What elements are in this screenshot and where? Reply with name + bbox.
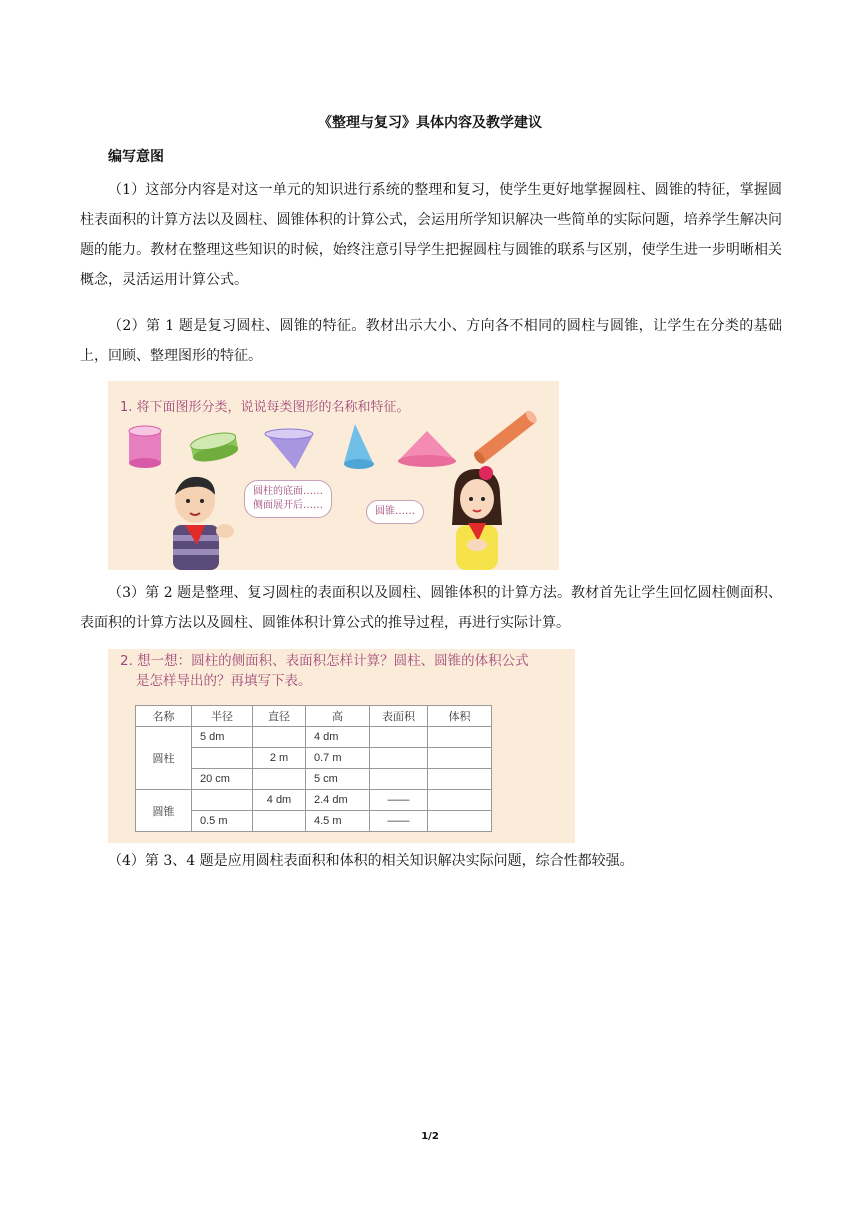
header-radius: 半径 [192, 706, 253, 727]
table-header-row [136, 706, 492, 727]
table-cell: 0.7 m [306, 748, 370, 769]
document-title: 《整理与复习》具体内容及教学建议 [318, 115, 542, 131]
table-cell [428, 748, 492, 769]
boy-speech-line2: 侧面展开后…… [253, 500, 323, 511]
girl-speech-bubble [366, 500, 424, 524]
boy-illustration [163, 473, 243, 570]
table-cell: 0.5 m [192, 811, 253, 832]
table-cell [370, 748, 428, 769]
flat-cylinder-icon [188, 431, 244, 469]
section-heading: 编写意图 [108, 149, 164, 165]
page-number: 1/2 [421, 1131, 439, 1142]
header-surface-area: 表面积 [370, 706, 428, 727]
table-cell: 2.4 dm [306, 790, 370, 811]
table-cell [192, 748, 253, 769]
table-cell: 4 dm [253, 790, 306, 811]
cone-icon [341, 421, 381, 473]
cylinder-icon [126, 425, 166, 471]
header-diameter: 直径 [253, 706, 306, 727]
table-cell [253, 769, 306, 790]
girl-illustration [442, 465, 512, 570]
inverted-cone-icon [261, 425, 317, 473]
wide-cone-icon [396, 429, 458, 469]
paragraph-3: （3）第 2 题是整理、复习圆柱的表面积以及圆柱、圆锥体积的计算方法。教材首先让学生回忆圆柱侧面积、表面积的计算方法以及圆柱、圆锥体积计算公式的推导过程，再进行实际计算。 [80, 585, 782, 631]
table-row [136, 727, 492, 748]
header-name: 名称 [136, 706, 192, 727]
header-volume: 体积 [428, 706, 492, 727]
table-cell [370, 769, 428, 790]
figure2-question [120, 651, 570, 691]
table-cell [370, 727, 428, 748]
table-cell [428, 727, 492, 748]
table-cell [428, 811, 492, 832]
table-cell [253, 727, 306, 748]
formula-table [135, 705, 492, 832]
header-height: 高 [306, 706, 370, 727]
paragraph-2: （2）第 1 题是复习圆柱、圆锥的特征。教材出示大小、方向各不相同的圆柱与圆锥，让学生在分类的基础上，回顾、整理图形的特征。 [80, 318, 782, 364]
cone-label: 圆锥 [136, 790, 192, 832]
table-cell [192, 790, 253, 811]
boy-speech-line1: 圆柱的底面…… [253, 486, 323, 497]
table-cell: 5 dm [192, 727, 253, 748]
girl-speech-text: 圆锥…… [375, 506, 415, 517]
paragraph-1: （1）这部分内容是对这一单元的知识进行系统的整理和复习，使学生更好地掌握圆柱、圆锥的特征，掌握圆柱表面积的计算方法以及圆柱、圆锥体积的计算公式，会运用所学知识解决一些简单的实际问题，培养学生解决问题的能力。教材在整理这些知识的时候，始终注意引导学生把握圆柱与圆锥的联系与区别，使学生进一步明晰相关概念，灵活运用计算公式。 [80, 182, 782, 288]
table-cell: —— [370, 811, 428, 832]
table-cell [253, 811, 306, 832]
paragraph-4: （4）第 3、4 题是应用圆柱表面积和体积的相关知识解决实际问题，综合性都较强。 [108, 853, 634, 869]
figure2-question-line1: 2. 想一想：圆柱的侧面积、表面积怎样计算？圆柱、圆锥的体积公式 [120, 653, 529, 669]
table-cell: —— [370, 790, 428, 811]
boy-speech-bubble [244, 480, 332, 518]
long-cylinder-icon [472, 405, 542, 467]
figure1-question: 1. 将下面图形分类，说说每类图形的名称和特征。 [120, 400, 410, 415]
table-cell [428, 790, 492, 811]
table-cell [428, 769, 492, 790]
table-cell: 2 m [253, 748, 306, 769]
figure-formula-table [108, 649, 575, 843]
table-cell: 5 cm [306, 769, 370, 790]
table-cell: 20 cm [192, 769, 253, 790]
cylinder-label: 圆柱 [136, 727, 192, 790]
figure2-question-line2: 是怎样导出的？再填写下表。 [136, 673, 312, 689]
table-row [136, 790, 492, 811]
figure-shapes-classification [108, 381, 559, 570]
table-cell: 4.5 m [306, 811, 370, 832]
table-cell: 4 dm [306, 727, 370, 748]
